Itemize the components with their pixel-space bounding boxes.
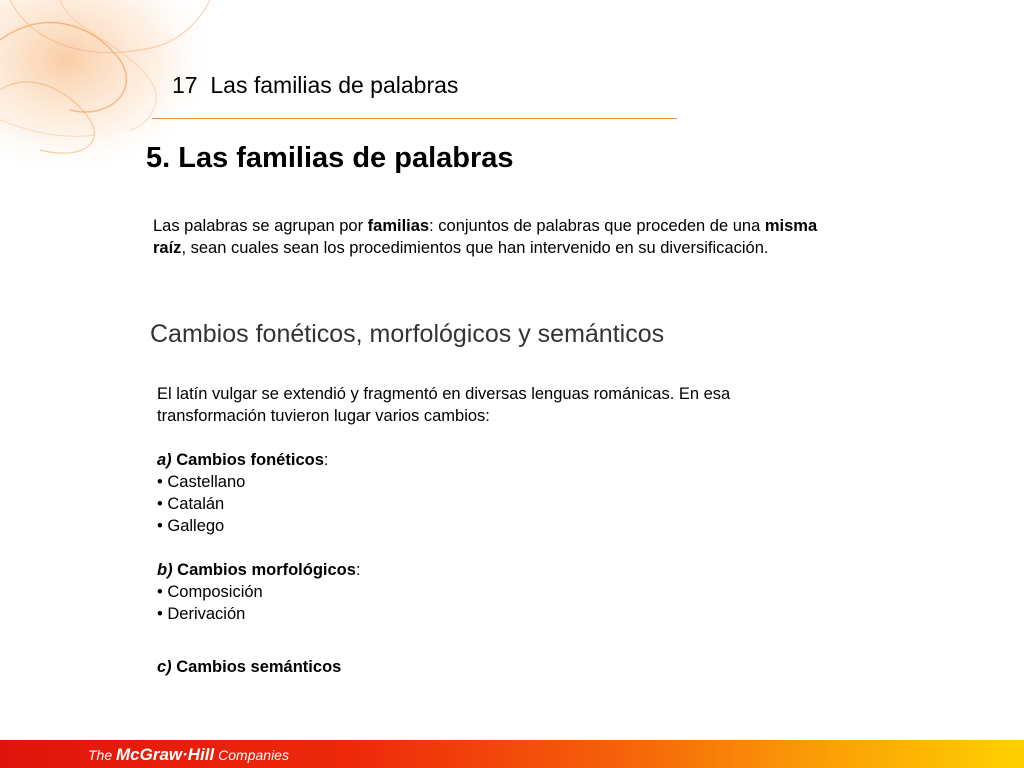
group-title: Cambios semánticos bbox=[176, 658, 342, 676]
intro-paragraph bbox=[153, 215, 853, 259]
changes-intro: El latín vulgar se extendió y fragmentó en diversas lenguas románicas. En esa transformación tuvieron lugar varios cambios: bbox=[157, 385, 731, 425]
header-divider bbox=[152, 118, 677, 119]
group-suffix: : bbox=[355, 561, 361, 579]
group-title-row bbox=[157, 559, 837, 581]
group-letter: a) bbox=[157, 451, 172, 469]
logo-the: The bbox=[88, 747, 117, 763]
group-letter: c) bbox=[157, 658, 172, 676]
logo-companies: Companies bbox=[214, 747, 289, 763]
group-title: Cambios morfológicos bbox=[177, 561, 356, 579]
changes-body bbox=[157, 383, 837, 625]
intro-text-3: , sean cuales sean los procedimientos que han intervenido en su diversificación. bbox=[181, 239, 769, 257]
logo-brand: McGraw·Hill bbox=[116, 745, 215, 764]
group-suffix: : bbox=[323, 451, 329, 469]
chapter-number: 17 bbox=[172, 72, 198, 98]
intro-text-1: Las palabras se agrupan por bbox=[153, 217, 368, 235]
chapter-header bbox=[172, 72, 458, 99]
group-title: Cambios fonéticos bbox=[176, 451, 324, 469]
intro-bold-familias: familias bbox=[367, 217, 430, 235]
publisher-logo bbox=[88, 745, 289, 765]
list-item: • Catalán bbox=[157, 495, 225, 513]
group-title-row bbox=[157, 449, 837, 471]
subsection-heading: Cambios fonéticos, morfológicos y semánticos bbox=[150, 320, 665, 348]
list-item: • Gallego bbox=[157, 517, 225, 535]
group-morfologicos bbox=[157, 559, 837, 625]
group-semanticos bbox=[157, 656, 341, 678]
list-item: • Derivación bbox=[157, 605, 246, 623]
intro-bold-misma-raiz: misma raíz bbox=[153, 217, 818, 257]
group-foneticos bbox=[157, 449, 837, 537]
list-item: • Composición bbox=[157, 583, 263, 601]
list-item: • Castellano bbox=[157, 473, 246, 491]
intro-text-2: : conjuntos de palabras que proceden de una bbox=[429, 217, 765, 235]
group-letter: b) bbox=[157, 561, 173, 579]
chapter-title: Las familias de palabras bbox=[210, 72, 459, 98]
section-heading: 5. Las familias de palabras bbox=[146, 142, 514, 174]
footer-bar bbox=[0, 740, 1024, 768]
